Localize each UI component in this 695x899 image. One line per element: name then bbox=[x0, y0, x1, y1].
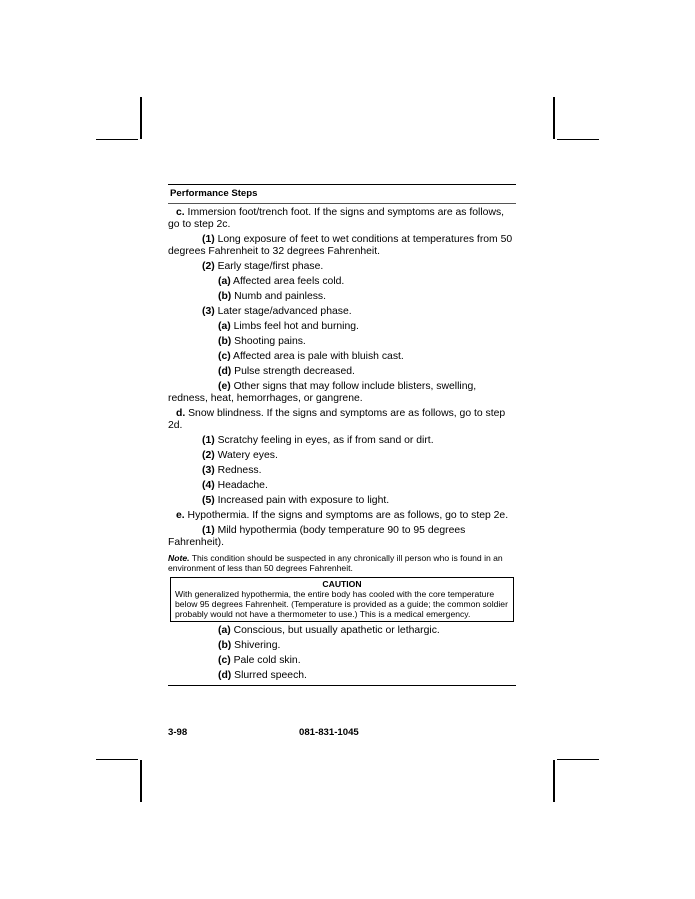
item-text: Limbs feel hot and burning. bbox=[230, 321, 359, 332]
page-content bbox=[168, 184, 516, 686]
item-marker: (a) bbox=[218, 276, 231, 287]
section-header: Performance Steps bbox=[168, 185, 516, 204]
item-marker: c. bbox=[176, 207, 185, 218]
crop-mark bbox=[557, 139, 599, 140]
item-marker: d. bbox=[176, 408, 186, 419]
note bbox=[168, 553, 516, 573]
item-text: Pulse strength decreased. bbox=[231, 366, 355, 377]
item-marker: (2) bbox=[202, 450, 215, 461]
item-text: Snow blindness. If the signs and symptoms are as follows, go to step 2d. bbox=[168, 408, 506, 431]
item-marker: (b) bbox=[218, 336, 232, 347]
item-text: Headache. bbox=[214, 480, 268, 491]
item-text: Shivering. bbox=[231, 640, 281, 651]
item-marker: (b) bbox=[218, 291, 232, 302]
crop-mark bbox=[96, 139, 138, 140]
crop-mark bbox=[96, 759, 138, 760]
hypothermia-signs-list bbox=[168, 625, 516, 682]
list-item bbox=[168, 625, 516, 637]
list-item bbox=[168, 291, 516, 303]
list-item bbox=[168, 510, 516, 522]
list-item bbox=[168, 336, 516, 348]
item-marker: (2) bbox=[202, 261, 215, 272]
item-marker: (3) bbox=[202, 465, 215, 476]
note-label: Note. bbox=[168, 553, 190, 563]
item-marker: e. bbox=[176, 510, 185, 521]
item-text: Scratchy feeling in eyes, as if from sand or dirt. bbox=[214, 435, 434, 446]
caution-text: With generalized hypothermia, the entire body has cooled with the core temperature below 95 degrees Fahrenheit. (Temperature is provided as a guide; the common soldier probably would not have a thermometer to use.) This is a medical emergency. bbox=[175, 589, 508, 619]
list-item bbox=[168, 435, 516, 447]
item-text: Immersion foot/trench foot. If the signs and symptoms are as follows, go to step 2c. bbox=[168, 207, 505, 230]
list-item bbox=[168, 408, 516, 432]
item-text: Watery eyes. bbox=[214, 450, 278, 461]
item-marker: (d) bbox=[218, 366, 232, 377]
list-item bbox=[168, 480, 516, 492]
performance-steps-list bbox=[168, 207, 516, 549]
item-text: Shooting pains. bbox=[231, 336, 306, 347]
list-item bbox=[168, 234, 516, 258]
list-item bbox=[168, 450, 516, 462]
list-item bbox=[168, 525, 516, 549]
item-text: Pale cold skin. bbox=[230, 655, 301, 666]
item-marker: (4) bbox=[202, 480, 215, 491]
crop-mark bbox=[140, 97, 142, 139]
item-marker: (a) bbox=[218, 625, 231, 636]
item-marker: (3) bbox=[202, 306, 215, 317]
crop-mark bbox=[140, 760, 142, 802]
item-text: Numb and painless. bbox=[231, 291, 327, 302]
item-text: Early stage/first phase. bbox=[214, 261, 324, 272]
page-number: 3-98 bbox=[168, 727, 188, 738]
list-item bbox=[168, 640, 516, 652]
item-marker: (b) bbox=[218, 640, 232, 651]
item-text: Hypothermia. If the signs and symptoms are as follows, go to step 2e. bbox=[184, 510, 509, 521]
list-item bbox=[168, 321, 516, 333]
crop-mark bbox=[553, 97, 555, 139]
item-text: Other signs that may follow include blisters, swelling, redness, heat, hemorrhages, or gangrene. bbox=[168, 381, 477, 404]
list-item bbox=[168, 495, 516, 507]
item-text: Slurred speech. bbox=[231, 670, 307, 681]
item-text: Affected area is pale with bluish cast. bbox=[230, 351, 404, 362]
list-item bbox=[168, 366, 516, 378]
list-item bbox=[168, 465, 516, 477]
item-marker: (5) bbox=[202, 495, 215, 506]
item-text: Conscious, but usually apathetic or lethargic. bbox=[230, 625, 440, 636]
item-marker: (d) bbox=[218, 670, 232, 681]
list-item bbox=[168, 381, 516, 405]
item-marker: (c) bbox=[218, 655, 231, 666]
list-item bbox=[168, 655, 516, 667]
item-marker: (a) bbox=[218, 321, 231, 332]
list-item bbox=[168, 207, 516, 231]
item-text: Long exposure of feet to wet conditions at temperatures from 50 degrees Fahrenheit to 32 degrees Fahrenheit. bbox=[168, 234, 513, 257]
document-number: 081-831-1045 bbox=[299, 727, 359, 738]
item-marker: (1) bbox=[202, 525, 215, 536]
list-item bbox=[168, 670, 516, 682]
note-text: This condition should be suspected in any chronically ill person who is found in an environment of less than 50 degrees Fahrenheit. bbox=[168, 553, 503, 573]
item-text: Affected area feels cold. bbox=[230, 276, 345, 287]
item-text: Redness. bbox=[214, 465, 262, 476]
caution-title: CAUTION bbox=[322, 579, 362, 589]
list-item bbox=[168, 261, 516, 273]
item-marker: (1) bbox=[202, 234, 215, 245]
crop-mark bbox=[557, 759, 599, 760]
item-text: Increased pain with exposure to light. bbox=[214, 495, 390, 506]
item-marker: (1) bbox=[202, 435, 215, 446]
item-text: Later stage/advanced phase. bbox=[214, 306, 352, 317]
caution-box bbox=[170, 577, 514, 622]
list-item bbox=[168, 276, 516, 288]
item-text: Mild hypothermia (body temperature 90 to 95 degrees Fahrenheit). bbox=[168, 525, 466, 548]
item-marker: (e) bbox=[218, 381, 231, 392]
list-item bbox=[168, 351, 516, 363]
bottom-rule bbox=[168, 685, 516, 686]
item-marker: (c) bbox=[218, 351, 231, 362]
list-item bbox=[168, 306, 516, 318]
crop-mark bbox=[553, 760, 555, 802]
